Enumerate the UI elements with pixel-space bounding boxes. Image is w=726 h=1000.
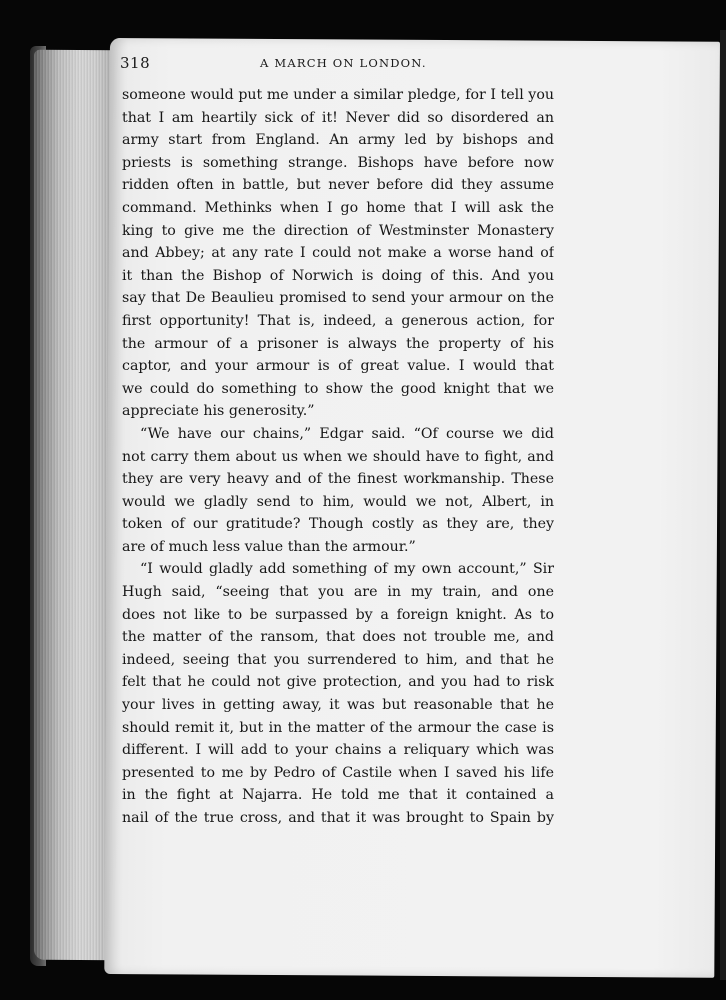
text-line: should remit it, but in the matter of the armour the case is [122,719,554,736]
text-line: token of our gratitude? Though costly as they are, they [122,516,554,533]
text-line: the armour of a prisoner is always the property of his [122,335,554,352]
text-line: in the fight at Najarra. He told me that it contained a [122,787,554,804]
text-line: the matter of the ransom, that does not trouble me, and [122,629,554,646]
text-line: appreciate his generosity.” [122,403,315,420]
text-line: king to give me the direction of Westminster Monastery [122,222,554,239]
text-line: presented to me by Pedro of Castile when I saved his life [122,764,554,781]
text-line: does not like to be surpassed by a foreign knight. As to [122,606,554,623]
text-line: nail of the true cross, and that it was brought to Spain by [122,810,554,826]
text-line: and Abbey; at any rate I could not make a worse hand of [122,245,554,262]
text-line: someone would put me under a similar pledge, for I tell you [122,87,554,103]
text-line: we could do something to show the good knight that we [122,380,554,397]
text-line: that I am heartily sick of it! Never did so disordered an [122,109,554,126]
text-line: “I would gladly add something of my own account,” Sir [140,561,554,578]
text-line: say that De Beaulieu promised to send your armour on the [122,290,554,307]
text-line: captor, and your armour is of great value. I would that [122,358,554,375]
text-line: they are very heavy and of the finest workmanship. These [122,471,554,488]
text-line: it than the Bishop of Norwich is doing of this. And you [122,267,554,284]
running-title: A MARCH ON LONDON. [260,56,427,70]
page-number: 318 [120,54,151,72]
text-line: felt that he could not give protection, and you had to risk [122,674,554,691]
text-line: your lives in getting away, it was but reasonable that he [122,697,554,714]
text-line: are of much less value than the armour.” [122,538,416,555]
text-line: not carry them about us when we should have to fight, and [122,448,554,465]
text-line: command. Methinks when I go home that I will ask the [122,199,554,216]
text-line: different. I will add to your chains a reliquary which was [122,742,554,759]
text-line: ridden often in battle, but never before did they assume [122,177,554,194]
page-stack-fore-edge [34,50,116,961]
running-header [120,54,540,78]
text-line: priests is something strange. Bishops have before now [122,154,554,171]
right-shadow-strip [720,30,726,980]
text-line: Hugh said, “seeing that you are in my train, and one [122,584,554,601]
body-text [122,84,554,830]
text-line: first opportunity! That is, indeed, a generous action, for [122,312,554,329]
text-line: “We have our chains,” Edgar said. “Of course we did [140,425,554,442]
text-line: would we gladly send to him, would we not, Albert, in [122,493,554,510]
text-line: indeed, seeing that you surrendered to him, and that he [122,651,554,668]
text-line: army start from England. An army led by bishops and [122,132,554,149]
